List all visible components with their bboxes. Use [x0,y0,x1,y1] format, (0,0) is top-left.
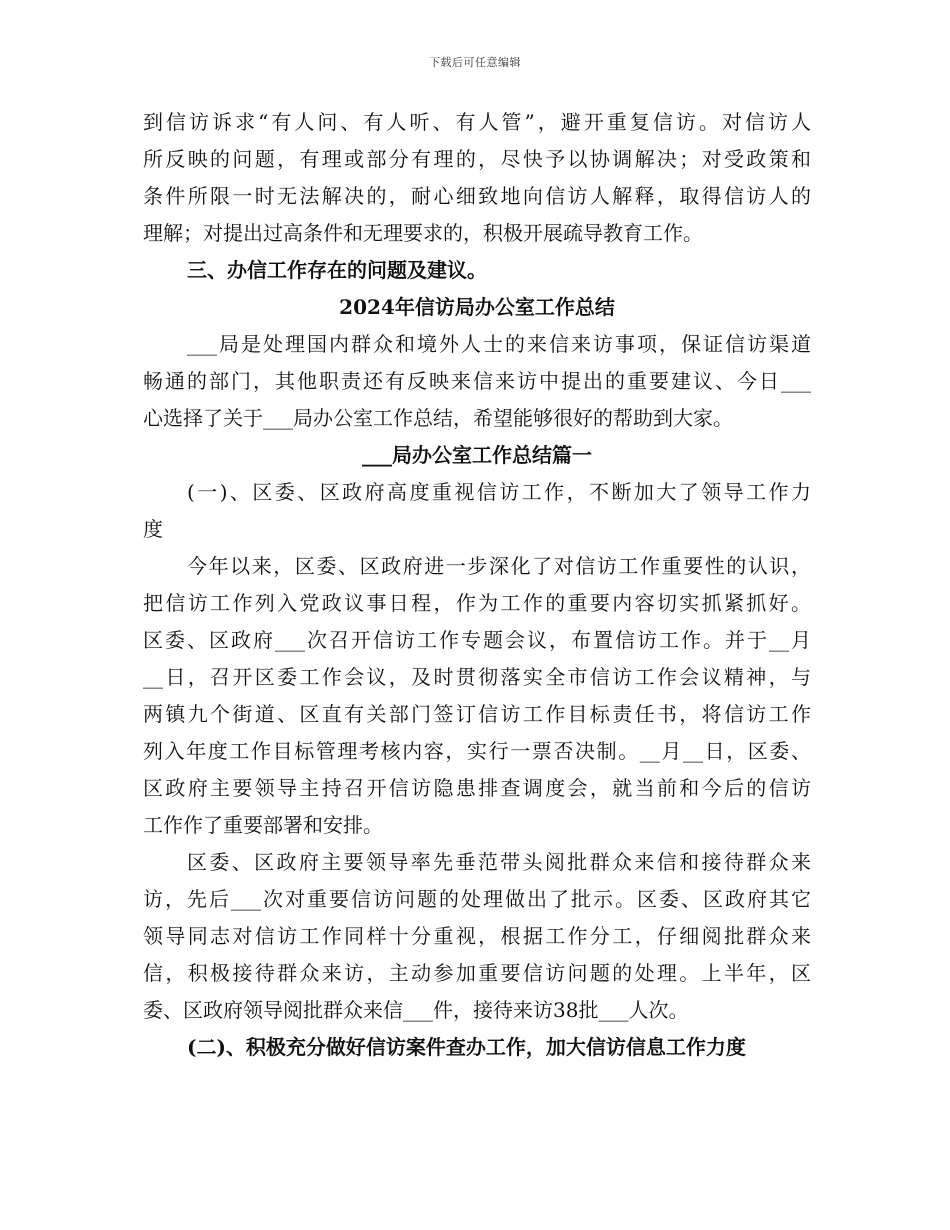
text-line: 列入年度工作目标管理考核内容，实行一票否决制。__月__日，区委、 [143,739,811,763]
text-line: 今年以来，区委、区政府进一步深化了对信访工作重要性的认识， [187,554,811,578]
paragraph-intro [143,326,811,437]
text-line: __日，召开区委工作会议，及时贯彻落实全市信访工作会议精神，与 [143,665,811,689]
section-two-heading: (二)、积极充分做好信访案件查办工作，加大信访信息工作力度 [187,1035,746,1059]
text-line: 把信访工作列入党政议事日程，作为工作的重要内容切实抓紧抓好。 [143,591,811,615]
text-line: 委、区政府领导阅批群众来信___件，接待来访38批___人次。 [143,998,689,1022]
text-line: 度 [143,517,163,541]
text-line: ___局是处理国内群众和境外人士的来信来访事项，保证信访渠道 [187,332,811,356]
text-line: 条件所限一时无法解决的，耐心细致地向信访人解释，取得信访人的 [143,184,811,208]
text-line: 心选择了关于___局办公室工作总结，希望能够很好的帮助到大家。 [143,406,733,430]
header-note: 下载后可任意编辑 [429,56,521,69]
paragraph-instructions [143,844,811,1029]
section-heading-issues: 三、办信工作存在的问题及建议。 [187,258,487,282]
text-line: (一)、区委、区政府高度重视信访工作，不断加大了领导工作力 [187,480,811,504]
text-line: 所反映的问题，有理或部分有理的，尽快予以协调解决；对受政策和 [143,147,811,171]
text-line: 领导同志对信访工作同样十分重视，根据工作分工，仔细阅批群众来 [143,924,811,948]
document-body [143,104,811,1066]
document-title: 2024年信访局办公室工作总结 [339,295,615,319]
document-subtitle: ___局办公室工作总结篇一 [362,443,592,467]
text-line: 信，积极接待群众来访，主动参加重要信访问题的处理。上半年，区 [143,961,811,985]
text-line: 到信访诉求“有人问、有人听、有人管”，避开重复信访。对信访人 [143,110,811,134]
text-line: 访，先后___次对重要信访问题的处理做出了批示。区委、区政府其它 [143,887,811,911]
paragraph-leadership [143,548,811,844]
text-line: 区委、区政府主要领导率先垂范带头阅批群众来信和接待群众来 [187,850,811,874]
text-line: 区委、区政府___次召开信访工作专题会议，布置信访工作。并于__月 [143,628,811,652]
paragraph-resolution [143,104,811,252]
text-line: 工作作了重要部署和安排。 [143,813,383,837]
text-line: 畅通的部门，其他职责还有反映来信来访中提出的重要建议、今日___ [143,369,811,393]
text-line: 理解；对提出过高条件和无理要求的，积极开展疏导教育工作。 [143,221,703,245]
text-line: 两镇九个街道、区直有关部门签订信访工作目标责任书，将信访工作 [143,702,811,726]
section-one-heading [143,474,811,548]
text-line: 区政府主要领导主持召开信访隐患排查调度会，就当前和今后的信访 [143,776,811,800]
